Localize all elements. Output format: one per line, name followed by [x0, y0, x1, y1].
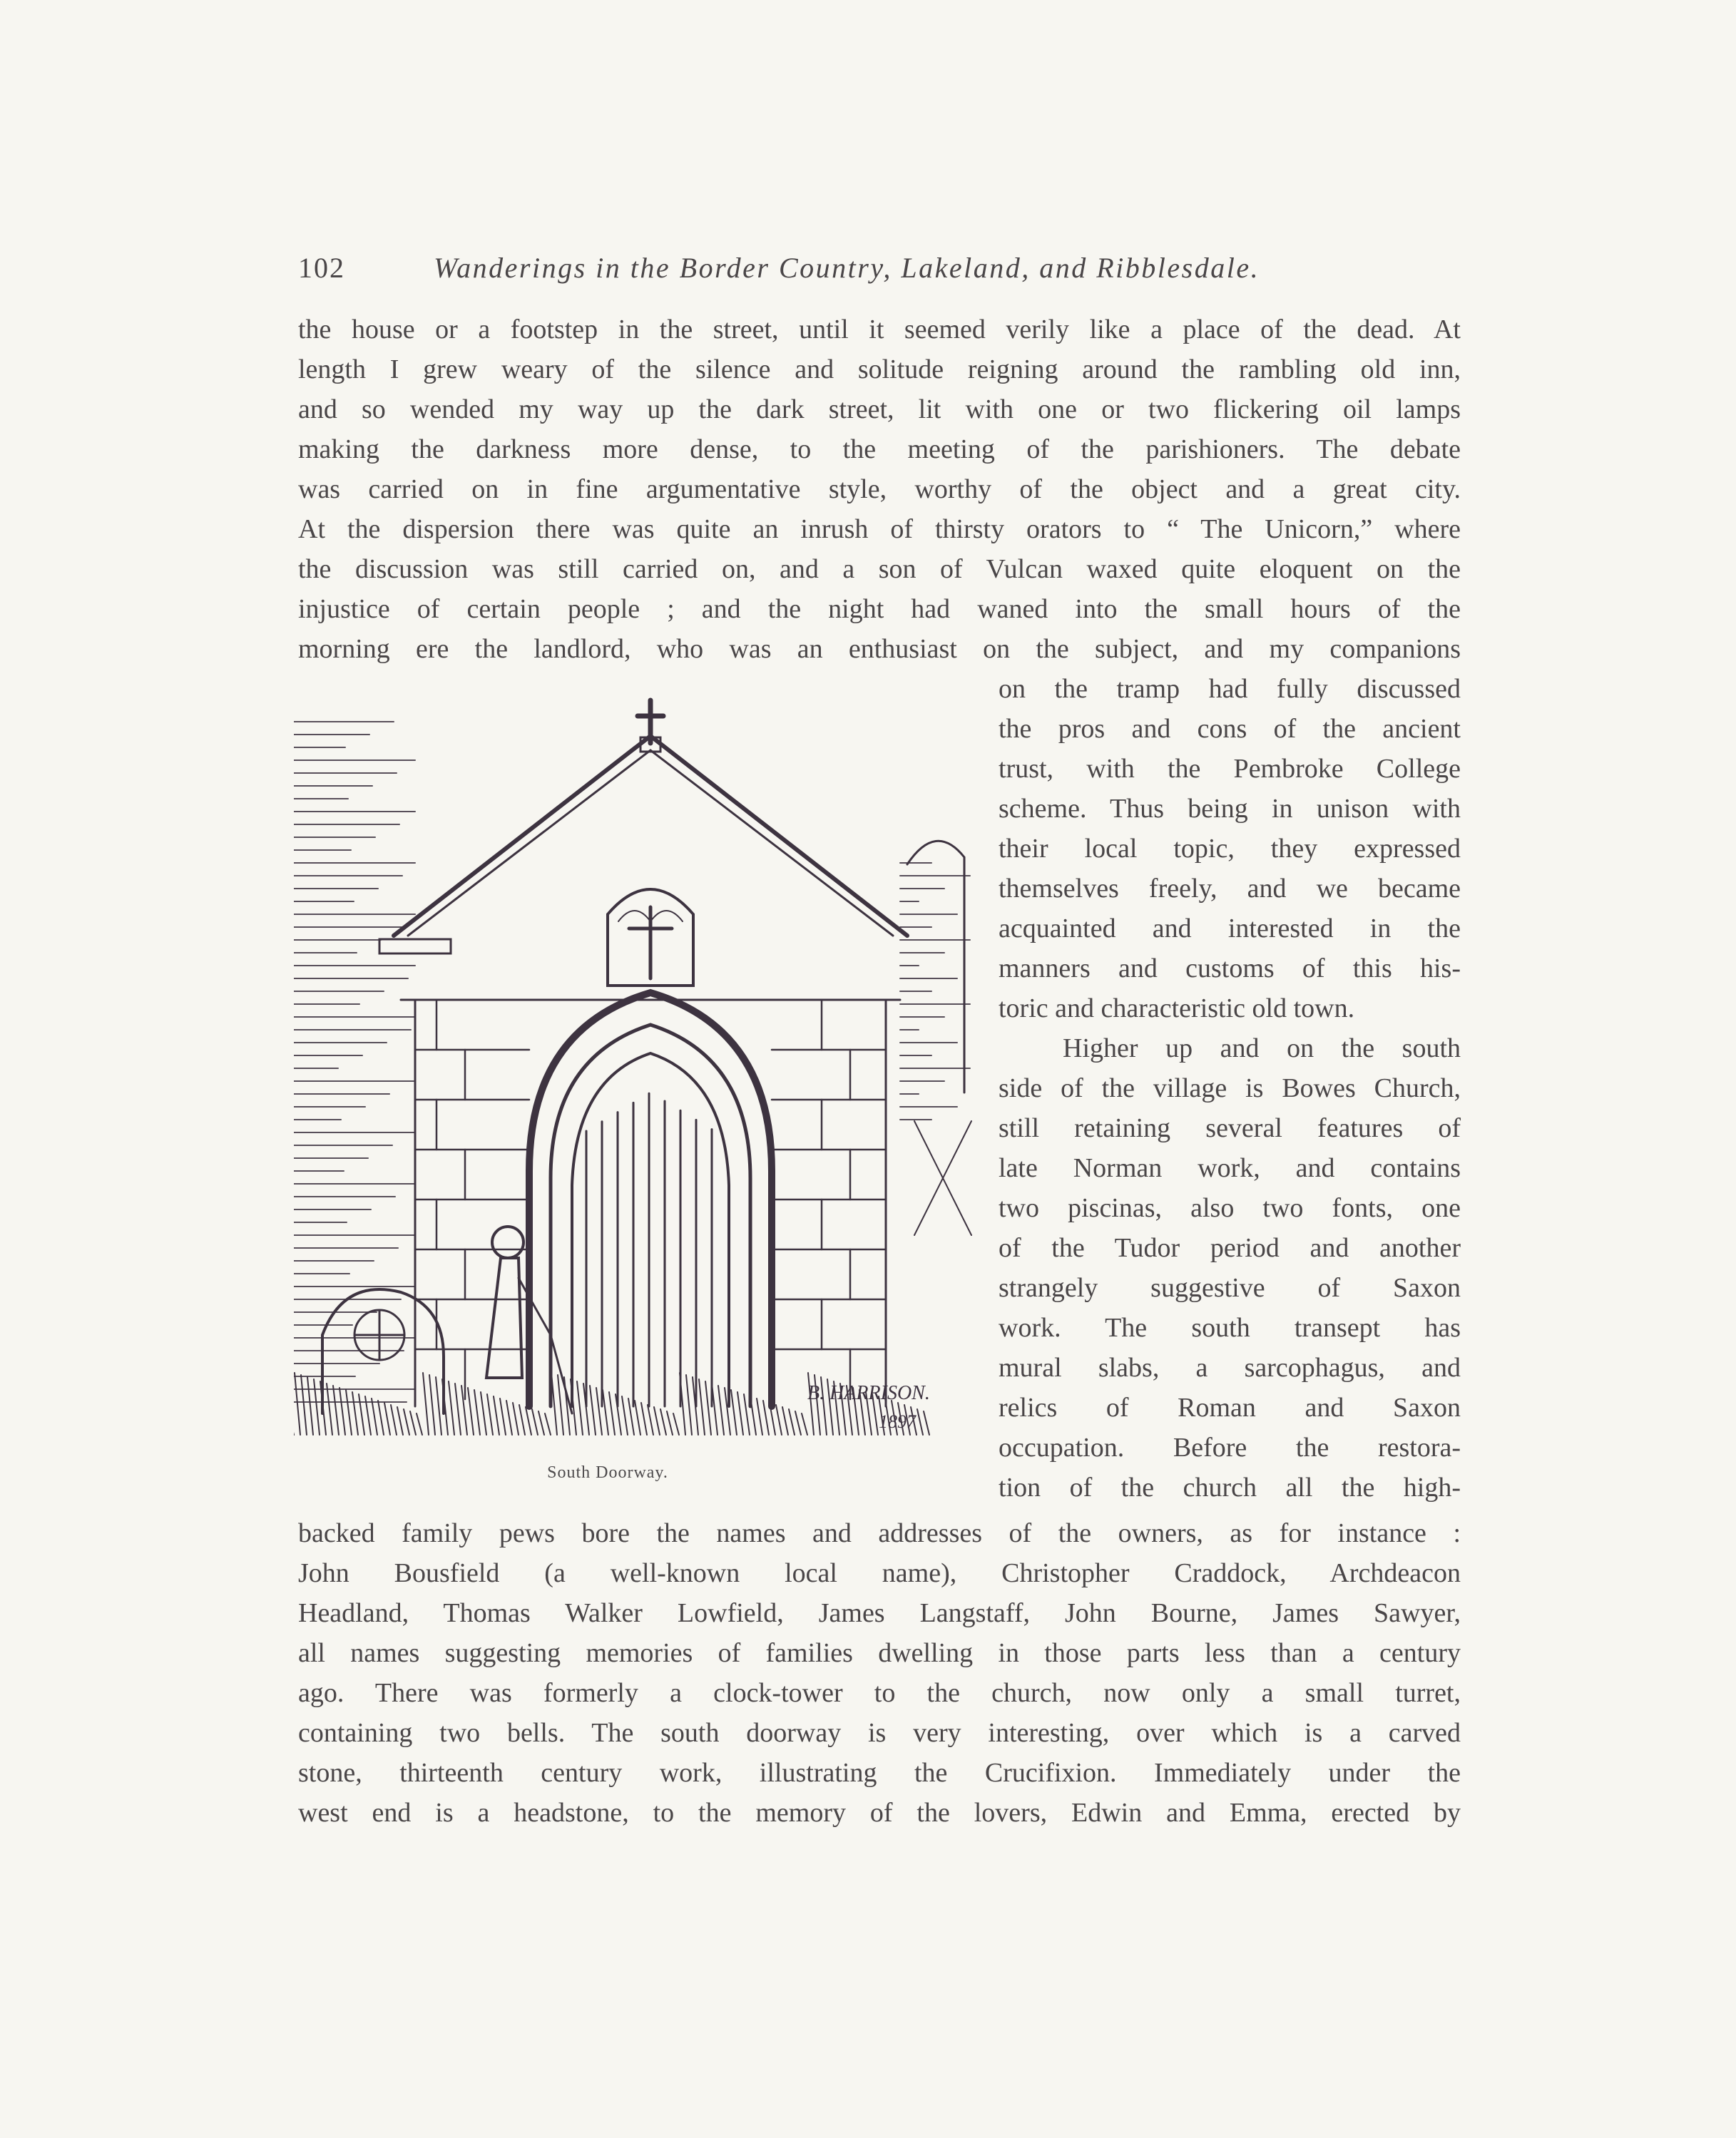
side-line: of the Tudor period and another	[999, 1233, 1461, 1263]
side-line: late Norman work, and contains	[999, 1153, 1461, 1183]
body-line: At the dispersion there was quite an inrush of thirsty orators to “ The Unicorn,” where	[298, 514, 1461, 544]
artist-year: 1897	[879, 1411, 916, 1432]
page-number: 102	[298, 252, 345, 284]
body-line: stone, thirteenth century work, illustrating the Crucifixion. Immediately under the	[298, 1758, 1461, 1788]
side-line: their local topic, they expressed	[999, 834, 1461, 864]
side-line: the pros and cons of the ancient	[999, 714, 1461, 744]
side-line: scheme. Thus being in unison with	[999, 794, 1461, 824]
body-line: was carried on in fine argumentative style, worthy of the object and a great city.	[298, 474, 1461, 504]
body-line: and so wended my way up the dark street, lit with one or two flickering oil lamps	[298, 394, 1461, 424]
side-line: strangely suggestive of Saxon	[999, 1273, 1461, 1303]
body-line: the discussion was still carried on, and a son of Vulcan waxed quite eloquent on the	[298, 554, 1461, 584]
body-line: containing two bells. The south doorway is very interesting, over which is a carved	[298, 1718, 1461, 1748]
figure-caption: South Doorway.	[547, 1463, 668, 1482]
body-line: injustice of certain people ; and the night had waned into the small hours of the	[298, 594, 1461, 624]
body-line: ago. There was formerly a clock-tower to the church, now only a small turret,	[298, 1678, 1461, 1708]
body-line: backed family pews bore the names and addresses of the owners, as for instance :	[298, 1518, 1461, 1548]
side-line: on the tramp had fully discussed	[999, 674, 1461, 704]
side-line: Higher up and on the south	[1063, 1033, 1461, 1063]
side-line: manners and customs of this his-	[999, 953, 1461, 983]
body-line: John Bousfield (a well-known local name), Christopher Craddock, Archdeacon	[298, 1558, 1461, 1588]
side-line: two piscinas, also two fonts, one	[999, 1193, 1461, 1223]
body-line: making the darkness more dense, to the meeting of the parishioners. The debate	[298, 434, 1461, 464]
body-line: all names suggesting memories of families dwelling in those parts less than a century	[298, 1638, 1461, 1668]
body-line: length I grew weary of the silence and solitude reigning around the rambling old inn,	[298, 354, 1461, 384]
side-line: occupation. Before the restora-	[999, 1433, 1461, 1463]
body-line: morning ere the landlord, who was an enthusiast on the subject, and my companions	[298, 634, 1461, 664]
side-line: tion of the church all the high-	[999, 1473, 1461, 1503]
body-line: Headland, Thomas Walker Lowfield, James Langstaff, John Bourne, James Sawyer,	[298, 1598, 1461, 1628]
doorway-sketch	[294, 693, 979, 1449]
artist-signature: B. HARRISON.	[807, 1382, 930, 1404]
body-line: the house or a footstep in the street, until it seemed verily like a place of the dead. At	[298, 314, 1461, 344]
side-line: toric and characteristic old town.	[999, 993, 1355, 1023]
side-line: still retaining several features of	[999, 1113, 1461, 1143]
side-line: work. The south transept has	[999, 1313, 1461, 1343]
south-doorway-illustration	[294, 693, 979, 1449]
running-title: Wanderings in the Border Country, Lakeland, and Ribblesdale.	[434, 252, 1260, 284]
side-line: acquainted and interested in the	[999, 914, 1461, 943]
side-line: themselves freely, and we became	[999, 874, 1461, 904]
side-line: mural slabs, a sarcophagus, and	[999, 1353, 1461, 1383]
side-line: side of the village is Bowes Church,	[999, 1073, 1461, 1103]
side-line: trust, with the Pembroke College	[999, 754, 1461, 784]
body-line: west end is a headstone, to the memory of the lovers, Edwin and Emma, erected by	[298, 1798, 1461, 1828]
running-header	[298, 251, 1468, 294]
side-line: relics of Roman and Saxon	[999, 1393, 1461, 1423]
